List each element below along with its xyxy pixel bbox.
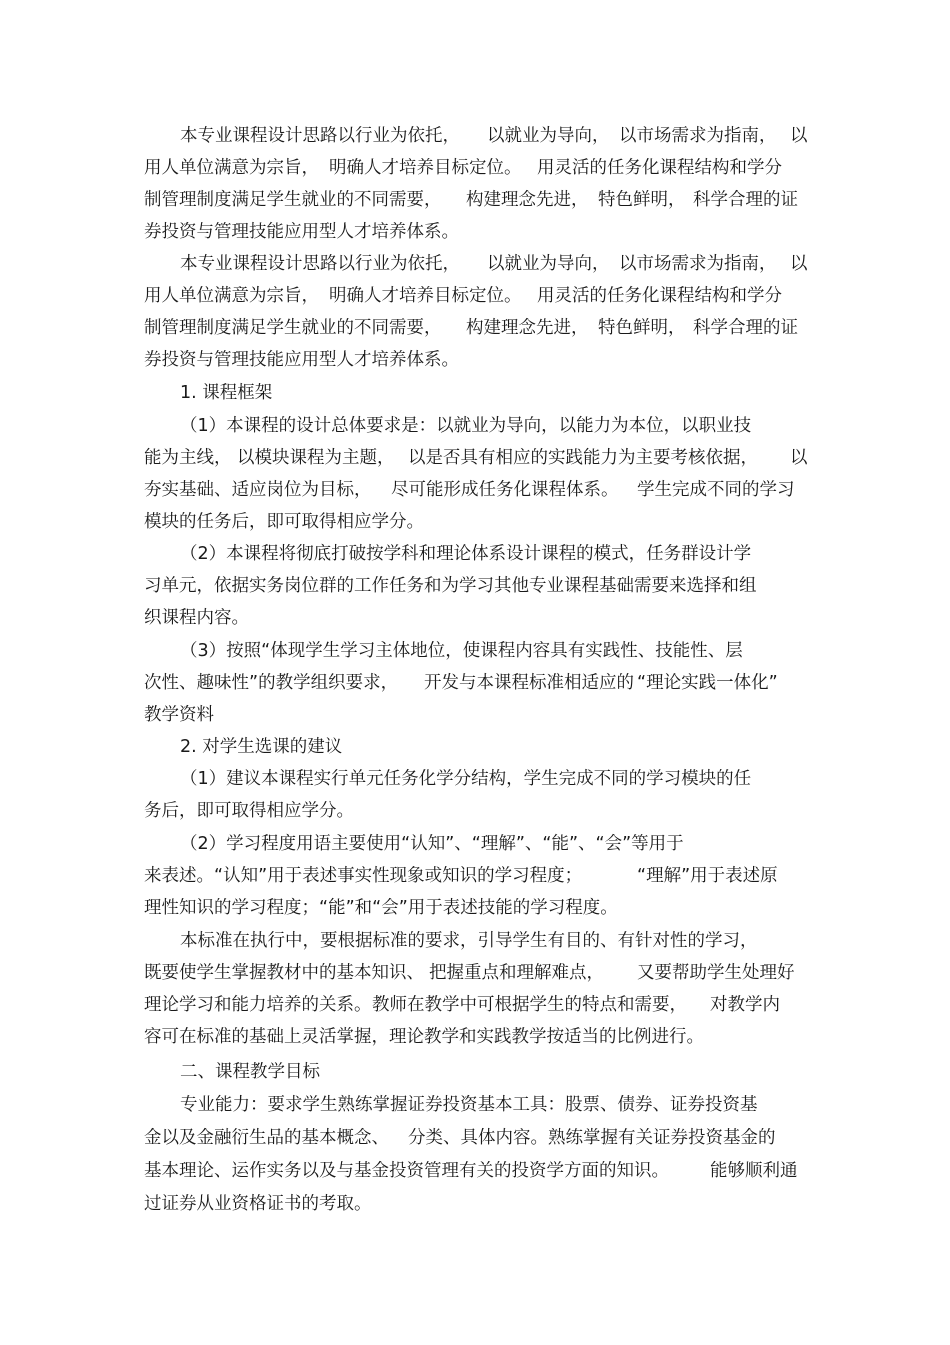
text-segment: 来表述。“认知”用于表述事实性现象或知识的学习程度； xyxy=(144,866,583,886)
text-line xyxy=(0,667,950,699)
text-segment: （1）本课程的设计总体要求是：以就业为导向，以能力为本位，以职业技 xyxy=(180,416,752,436)
text-segment: 用灵活的任务化课程结构和学分 xyxy=(537,158,782,178)
text-segment: 制管理制度满足学生就业的不同需要， xyxy=(144,190,442,210)
text-segment: 分类、具体内容。熟练掌握有关证券投资基金的 xyxy=(408,1128,776,1148)
text-segment: 理性知识的学习程度；“能”和“会”用于表述技能的学习程度。 xyxy=(144,898,618,918)
text-segment: 以就业为导向， xyxy=(487,254,610,274)
text-line xyxy=(0,602,950,634)
text-segment: 模块的任务后，即可取得相应学分。 xyxy=(144,512,424,532)
text-segment: 以市场需求为指南， xyxy=(619,126,777,146)
text-line xyxy=(0,377,950,409)
text-segment: 券投资与管理技能应用型人才培养体系。 xyxy=(144,222,459,242)
text-line xyxy=(0,570,950,602)
text-line xyxy=(0,925,950,957)
text-segment: 教师在教学中可根据学生的特点和需要， xyxy=(372,995,687,1015)
text-segment: 次性、趣味性”的教学组织要求， xyxy=(144,673,399,693)
text-segment: 又要帮助学生处理好 xyxy=(637,963,795,983)
text-line xyxy=(0,795,950,827)
text-segment: 特色鲜明， xyxy=(598,318,686,338)
text-segment: 专业能力：要求学生熟练掌握证券投资基本工具：股票、债券、证券投资基 xyxy=(180,1095,758,1115)
text-segment: 构建理念先进， xyxy=(466,318,589,338)
text-line xyxy=(0,442,950,474)
text-segment: （2）本课程将彻底打破按学科和理论体系设计课程的模式，任务群设计学 xyxy=(180,544,752,564)
text-line xyxy=(0,989,950,1021)
text-segment: 既要使学生掌握教材中的基本知识、 xyxy=(144,963,424,983)
text-segment: 教学资料 xyxy=(144,705,214,725)
text-segment: 特色鲜明， xyxy=(598,190,686,210)
text-segment: 金以及金融衍生品的基本概念、 xyxy=(144,1128,389,1148)
text-segment: 以模块课程为主题， xyxy=(237,448,395,468)
text-segment: 用灵活的任务化课程结构和学分 xyxy=(537,286,782,306)
text-line xyxy=(0,280,950,312)
text-line xyxy=(0,1089,950,1121)
text-line xyxy=(0,1056,950,1088)
text-line xyxy=(0,410,950,442)
text-segment: 开发与本课程标准相适应的 xyxy=(424,673,634,693)
text-line xyxy=(0,1122,950,1154)
text-segment: 科学合理的证 xyxy=(693,318,798,338)
text-segment: 1. 课程框架 xyxy=(180,383,273,403)
text-segment: 对教学内 xyxy=(710,995,780,1015)
text-segment: 夯实基础、适应岗位为目标， xyxy=(144,480,372,500)
text-segment: “理解”用于表述原 xyxy=(637,866,778,886)
text-line xyxy=(0,763,950,795)
text-line xyxy=(0,699,950,731)
text-segment: 制管理制度满足学生就业的不同需要， xyxy=(144,318,442,338)
text-line xyxy=(0,1155,950,1187)
text-segment: 以是否具有相应的实践能力为主要考核依据， xyxy=(408,448,758,468)
text-segment: 过证券从业资格证书的考取。 xyxy=(144,1194,372,1214)
text-segment: 以就业为导向， xyxy=(487,126,610,146)
text-line xyxy=(0,120,950,152)
text-segment: 明确人才培养目标定位。 xyxy=(329,286,522,306)
text-line xyxy=(0,344,950,376)
text-line xyxy=(0,184,950,216)
text-segment: 以 xyxy=(790,126,808,146)
text-segment: 能为主线， xyxy=(144,448,232,468)
text-segment: 尽可能形成任务化课程体系。 xyxy=(391,480,619,500)
text-line xyxy=(0,892,950,924)
text-segment: （3）按照“体现学生学习主体地位，使课程内容具有实践性、技能性、层 xyxy=(180,641,743,661)
text-line xyxy=(0,474,950,506)
text-line xyxy=(0,828,950,860)
text-line xyxy=(0,312,950,344)
text-segment: 用人单位满意为宗旨， xyxy=(144,158,319,178)
text-segment: （1）建议本课程实行单元任务化学分结构，学生完成不同的学习模块的任 xyxy=(180,769,752,789)
text-segment: 科学合理的证 xyxy=(693,190,798,210)
text-segment: 能够顺利通 xyxy=(710,1161,798,1181)
text-line xyxy=(0,506,950,538)
text-segment: 二、课程教学目标 xyxy=(180,1062,320,1082)
text-line xyxy=(0,731,950,763)
text-line xyxy=(0,1021,950,1053)
text-segment: 用人单位满意为宗旨， xyxy=(144,286,319,306)
text-line xyxy=(0,216,950,248)
text-segment: 以 xyxy=(790,448,808,468)
text-segment: 习单元，依据实务岗位群的工作任务和为学习其他专业课程基础需要来选择和组 xyxy=(144,576,757,596)
text-segment: 理论学习和能力培养的关系。 xyxy=(144,995,372,1015)
text-segment: 本专业课程设计思路以行业为依托， xyxy=(180,126,460,146)
text-segment: 构建理念先进， xyxy=(466,190,589,210)
text-segment: 基本理论、运作实务以及与基金投资管理有关的投资学方面的知识。 xyxy=(144,1161,669,1181)
text-segment: 务后，即可取得相应学分。 xyxy=(144,801,354,821)
text-segment: “理论实践一体化” xyxy=(637,673,778,693)
text-segment: 2. 对学生选课的建议 xyxy=(180,737,343,757)
text-segment: （2）学习程度用语主要使用“认知”、“理解”、“能”、“会”等用于 xyxy=(180,834,684,854)
text-line xyxy=(0,152,950,184)
text-line xyxy=(0,635,950,667)
text-line xyxy=(0,957,950,989)
text-line xyxy=(0,248,950,280)
text-segment: 券投资与管理技能应用型人才培养体系。 xyxy=(144,350,459,370)
text-segment: 明确人才培养目标定位。 xyxy=(329,158,522,178)
text-segment: 容可在标准的基础上灵活掌握，理论教学和实践教学按适当的比例进行。 xyxy=(144,1027,704,1047)
text-segment: 本专业课程设计思路以行业为依托， xyxy=(180,254,460,274)
text-line xyxy=(0,538,950,570)
text-segment: 以市场需求为指南， xyxy=(619,254,777,274)
text-line xyxy=(0,860,950,892)
text-segment: 把握重点和理解难点， xyxy=(429,963,604,983)
text-segment: 本标准在执行中，要根据标准的要求，引导学生有目的、有针对性的学习， xyxy=(180,931,758,951)
text-line xyxy=(0,1188,950,1220)
text-segment: 以 xyxy=(790,254,808,274)
text-segment: 织课程内容。 xyxy=(144,608,249,628)
text-segment: 学生完成不同的学习 xyxy=(637,480,795,500)
